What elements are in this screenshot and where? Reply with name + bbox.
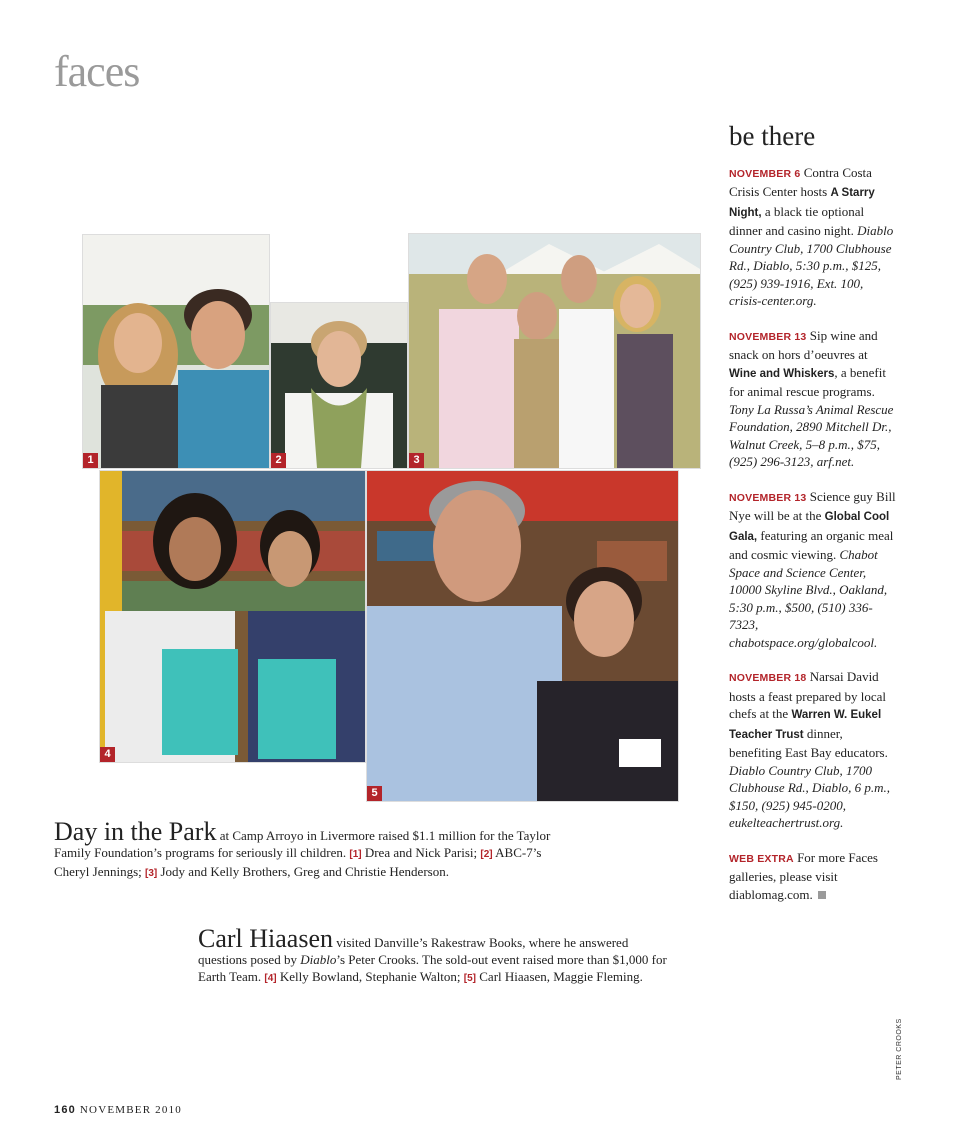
- photo-number: 3: [409, 453, 424, 468]
- page-number: 160: [54, 1104, 76, 1116]
- photo-caption: Jody and Kelly Brothers, Greg and Christie Henderson.: [157, 864, 449, 879]
- event-item: [729, 164, 897, 310]
- photo-number: 5: [367, 786, 382, 801]
- web-extra: [729, 849, 897, 904]
- event-text: dinner, benefiting East Bay educators.: [729, 725, 888, 760]
- event-text: Sip wine and snack on hors d’oeuvres at: [729, 327, 878, 362]
- event-name: Global Cool Gala,: [729, 511, 890, 543]
- event-date: NOVEMBER 18: [729, 672, 807, 684]
- event-details: Chabot Space and Science Center, 10000 Skyline Blvd., Oakland, 5:30 p.m., $500, (510) 336-7323, chabotspace.org/globalcool.: [729, 547, 888, 650]
- event-details: Tony La Russa’s Animal Rescue Foundation, 2890 Mitchell Dr., Walnut Creek, 5–8 p.m., $75, (925) 296-3123, arf.net.: [729, 401, 894, 469]
- event-name: A Starry Night,: [729, 187, 875, 219]
- event-text: featuring an organic meal and cosmic viewing.: [729, 527, 894, 562]
- event-item: [729, 668, 897, 832]
- photo-number: 4: [100, 747, 115, 762]
- be-there-sidebar: [729, 121, 897, 920]
- event-text: , a benefit for animal rescue programs.: [729, 364, 886, 399]
- event-text: a black tie optional dinner and casino night.: [729, 203, 865, 238]
- photo-3: [408, 233, 701, 469]
- photo-ref: [1]: [349, 849, 362, 860]
- section-title: faces: [54, 47, 140, 96]
- story-text: at Camp Arroyo in Livermore raised $1.1 million for the Taylor Family Foundation’s programs for seriously ill children.: [54, 828, 551, 860]
- magazine-name: Diablo: [300, 952, 337, 967]
- story-headline: Day in the Park: [54, 817, 217, 846]
- photo-1: [82, 234, 270, 469]
- event-date: NOVEMBER 6: [729, 167, 801, 180]
- event-text: Contra Costa Crisis Center hosts: [729, 164, 872, 199]
- event-name: Warren W. Eukel Teacher Trust: [729, 709, 882, 741]
- event-text: Science guy Bill Nye will be at the: [729, 488, 896, 523]
- photo-5: [366, 470, 679, 802]
- photo-number: 1: [83, 453, 98, 468]
- photo-caption: Carl Hiaasen, Maggie Fleming.: [476, 969, 643, 984]
- event-details: Diablo Country Club, 1700 Clubhouse Rd., Diablo, 6 p.m., $150, (925) 945-0200, eukelteachertrust.org.: [729, 762, 891, 830]
- photo-4: [99, 470, 366, 763]
- event-date: NOVEMBER 13: [729, 330, 807, 343]
- event-item: [729, 327, 897, 471]
- photo-number: 2: [271, 453, 286, 468]
- web-extra-text: For more Faces galleries, please visit diablomag.com.: [729, 849, 878, 902]
- photo-ref: [2]: [480, 849, 493, 860]
- story-text: ’s Peter Crooks. The sold-out event raised more than $1,000 for Earth Team.: [198, 952, 667, 984]
- caption-carl-hiaasen: [198, 924, 668, 987]
- photo-2: [270, 302, 408, 469]
- photo-credit: PETER CROOKS: [896, 1018, 903, 1080]
- story-headline: Carl Hiaasen: [198, 924, 334, 953]
- issue-date: NOVEMBER 2010: [79, 1104, 182, 1116]
- photo-caption: Kelly Bowland, Stephanie Walton;: [276, 969, 464, 984]
- photo-caption: Drea and Nick Parisi;: [361, 845, 481, 860]
- event-name: Wine and Whiskers: [729, 367, 835, 380]
- end-mark-icon: [818, 891, 826, 899]
- photo-caption: ABC-7’s Cheryl Jennings;: [54, 845, 542, 879]
- sidebar-title: be there: [729, 121, 816, 151]
- photo-ref: [4]: [264, 973, 277, 984]
- photo-ref: [5]: [463, 973, 477, 984]
- caption-day-in-the-park: [54, 817, 564, 882]
- event-details: Diablo Country Club, 1700 Clubhouse Rd., Diablo, 5:30 p.m., $125, (925) 939-1916, Ext. 100, crisis-center.org.: [729, 223, 894, 308]
- photo-ref: [3]: [145, 868, 158, 879]
- page-folio: [54, 1104, 182, 1116]
- event-item: [729, 488, 897, 652]
- event-date: NOVEMBER 13: [729, 491, 807, 504]
- web-extra-label: WEB EXTRA: [729, 852, 794, 865]
- story-text: visited Danville’s Rakestraw Books, where he answered questions posed by: [198, 935, 629, 967]
- event-text: Narsai David hosts a feast prepared by local chefs at the: [729, 669, 887, 721]
